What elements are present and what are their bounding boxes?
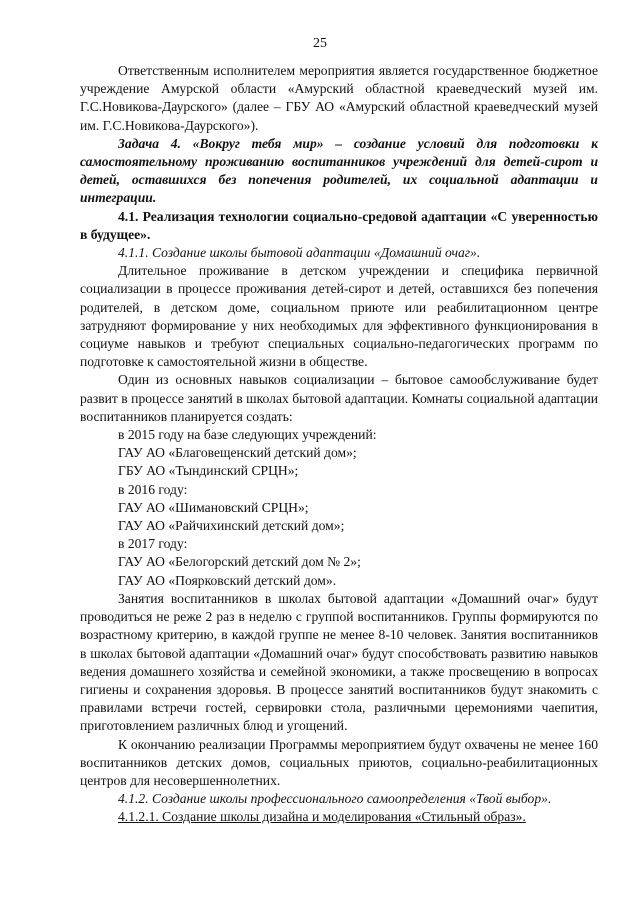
list-line: в 2015 году на базе следующих учреждений: [118, 427, 377, 443]
list-line: ГБУ АО «Тындинский СРЦН»; [118, 463, 299, 479]
list-line: ГАУ АО «Белогорский детский дом № 2»; [118, 554, 361, 570]
task-4-heading: Задача 4. «Вокруг тебя мир» – создание условий для подготовки к самостоятельному проживанию воспитанников учреждений для детей-сирот и детей, оставшихся без попечения родителей, их социальной адаптации и интеграции. [80, 135, 598, 206]
list-line: ГАУ АО «Райчихинский детский дом»; [118, 518, 345, 534]
list-line: ГАУ АО «Поярковский детский дом». [118, 572, 337, 588]
paragraph-responsible-executor: Ответственным исполнителем мероприятия является государственное бюджетное учреждение Амурской области «Амурский областной краеведческий музей им. Г.С.Новикова-Даурского» (далее – ГБУ АО «Амурский областной краеведческий музей им. Г.С.Новикова-Даурского»). [80, 63, 598, 133]
list-line: ГАУ АО «Шимановский СРЦН»; [118, 499, 309, 515]
list-line: в 2016 году: [118, 481, 188, 497]
list-line: ГАУ АО «Благовещенский детский дом»; [118, 445, 357, 461]
page-number: 25 [313, 36, 327, 51]
list-line: в 2017 году: [118, 536, 188, 552]
section-4-1-heading: 4.1. Реализация технологии социально-средовой адаптации «С уверенностью в будущее». [80, 208, 598, 242]
section-4-1-1-heading: 4.1.1. Создание школы бытовой адаптации «Домашний очаг». [118, 245, 481, 261]
paragraph-self-service: Один из основных навыков социализации – бытовое самообслуживание будет развит в процессе занятий в школах бытовой адаптации. Комнаты социальной адаптации воспитанников планируется создать: [80, 372, 598, 424]
paragraph-classes: Занятия воспитанников в школах бытовой адаптации «Домашний очаг» будут проводиться не реже 2 раз в неделю с группой воспитанников. Группы формируются по возрастному критерию, в каждой группе не менее 8-10 человек. Занятия воспитанников в школах бытовой адаптации «Домашний очаг» будут способствовать развитию навыков ведения домашнего хозяйства и семейной экономики, а также просвещению в вопросах гигиены и сохранения здоровья. В процессе занятий воспитанников будут знакомить с правилами встречи гостей, сервировки стола, различными церемониями чаепития, приготовлением различных блюд и угощений. [80, 590, 598, 734]
section-4-1-2-1-heading: 4.1.2.1. Создание школы дизайна и моделирования «Стильный образ». [118, 809, 526, 825]
section-4-1-2-heading: 4.1.2. Создание школы профессионального самоопределения «Твой выбор». [118, 791, 552, 807]
paragraph-socialization: Длительное проживание в детском учреждении и специфика первичной социализации в процессе проживания детей-сирот и детей, оставшихся без попечения родителей, в детском доме, социальном приюте или реабилитационном центре затрудняют формирование у них необходимых для эффективного функционирования в социуме навыков и требуют специальных социально-педагогических программ по подготовке к самостоятельной жизни в обществе. [80, 263, 598, 370]
paragraph-coverage: К окончанию реализации Программы мероприятием будут охвачены не менее 160 воспитанников детских домов, социальных приютов, социально-реабилитационных центров для несовершеннолетних. [80, 736, 598, 788]
page-content [80, 62, 598, 827]
